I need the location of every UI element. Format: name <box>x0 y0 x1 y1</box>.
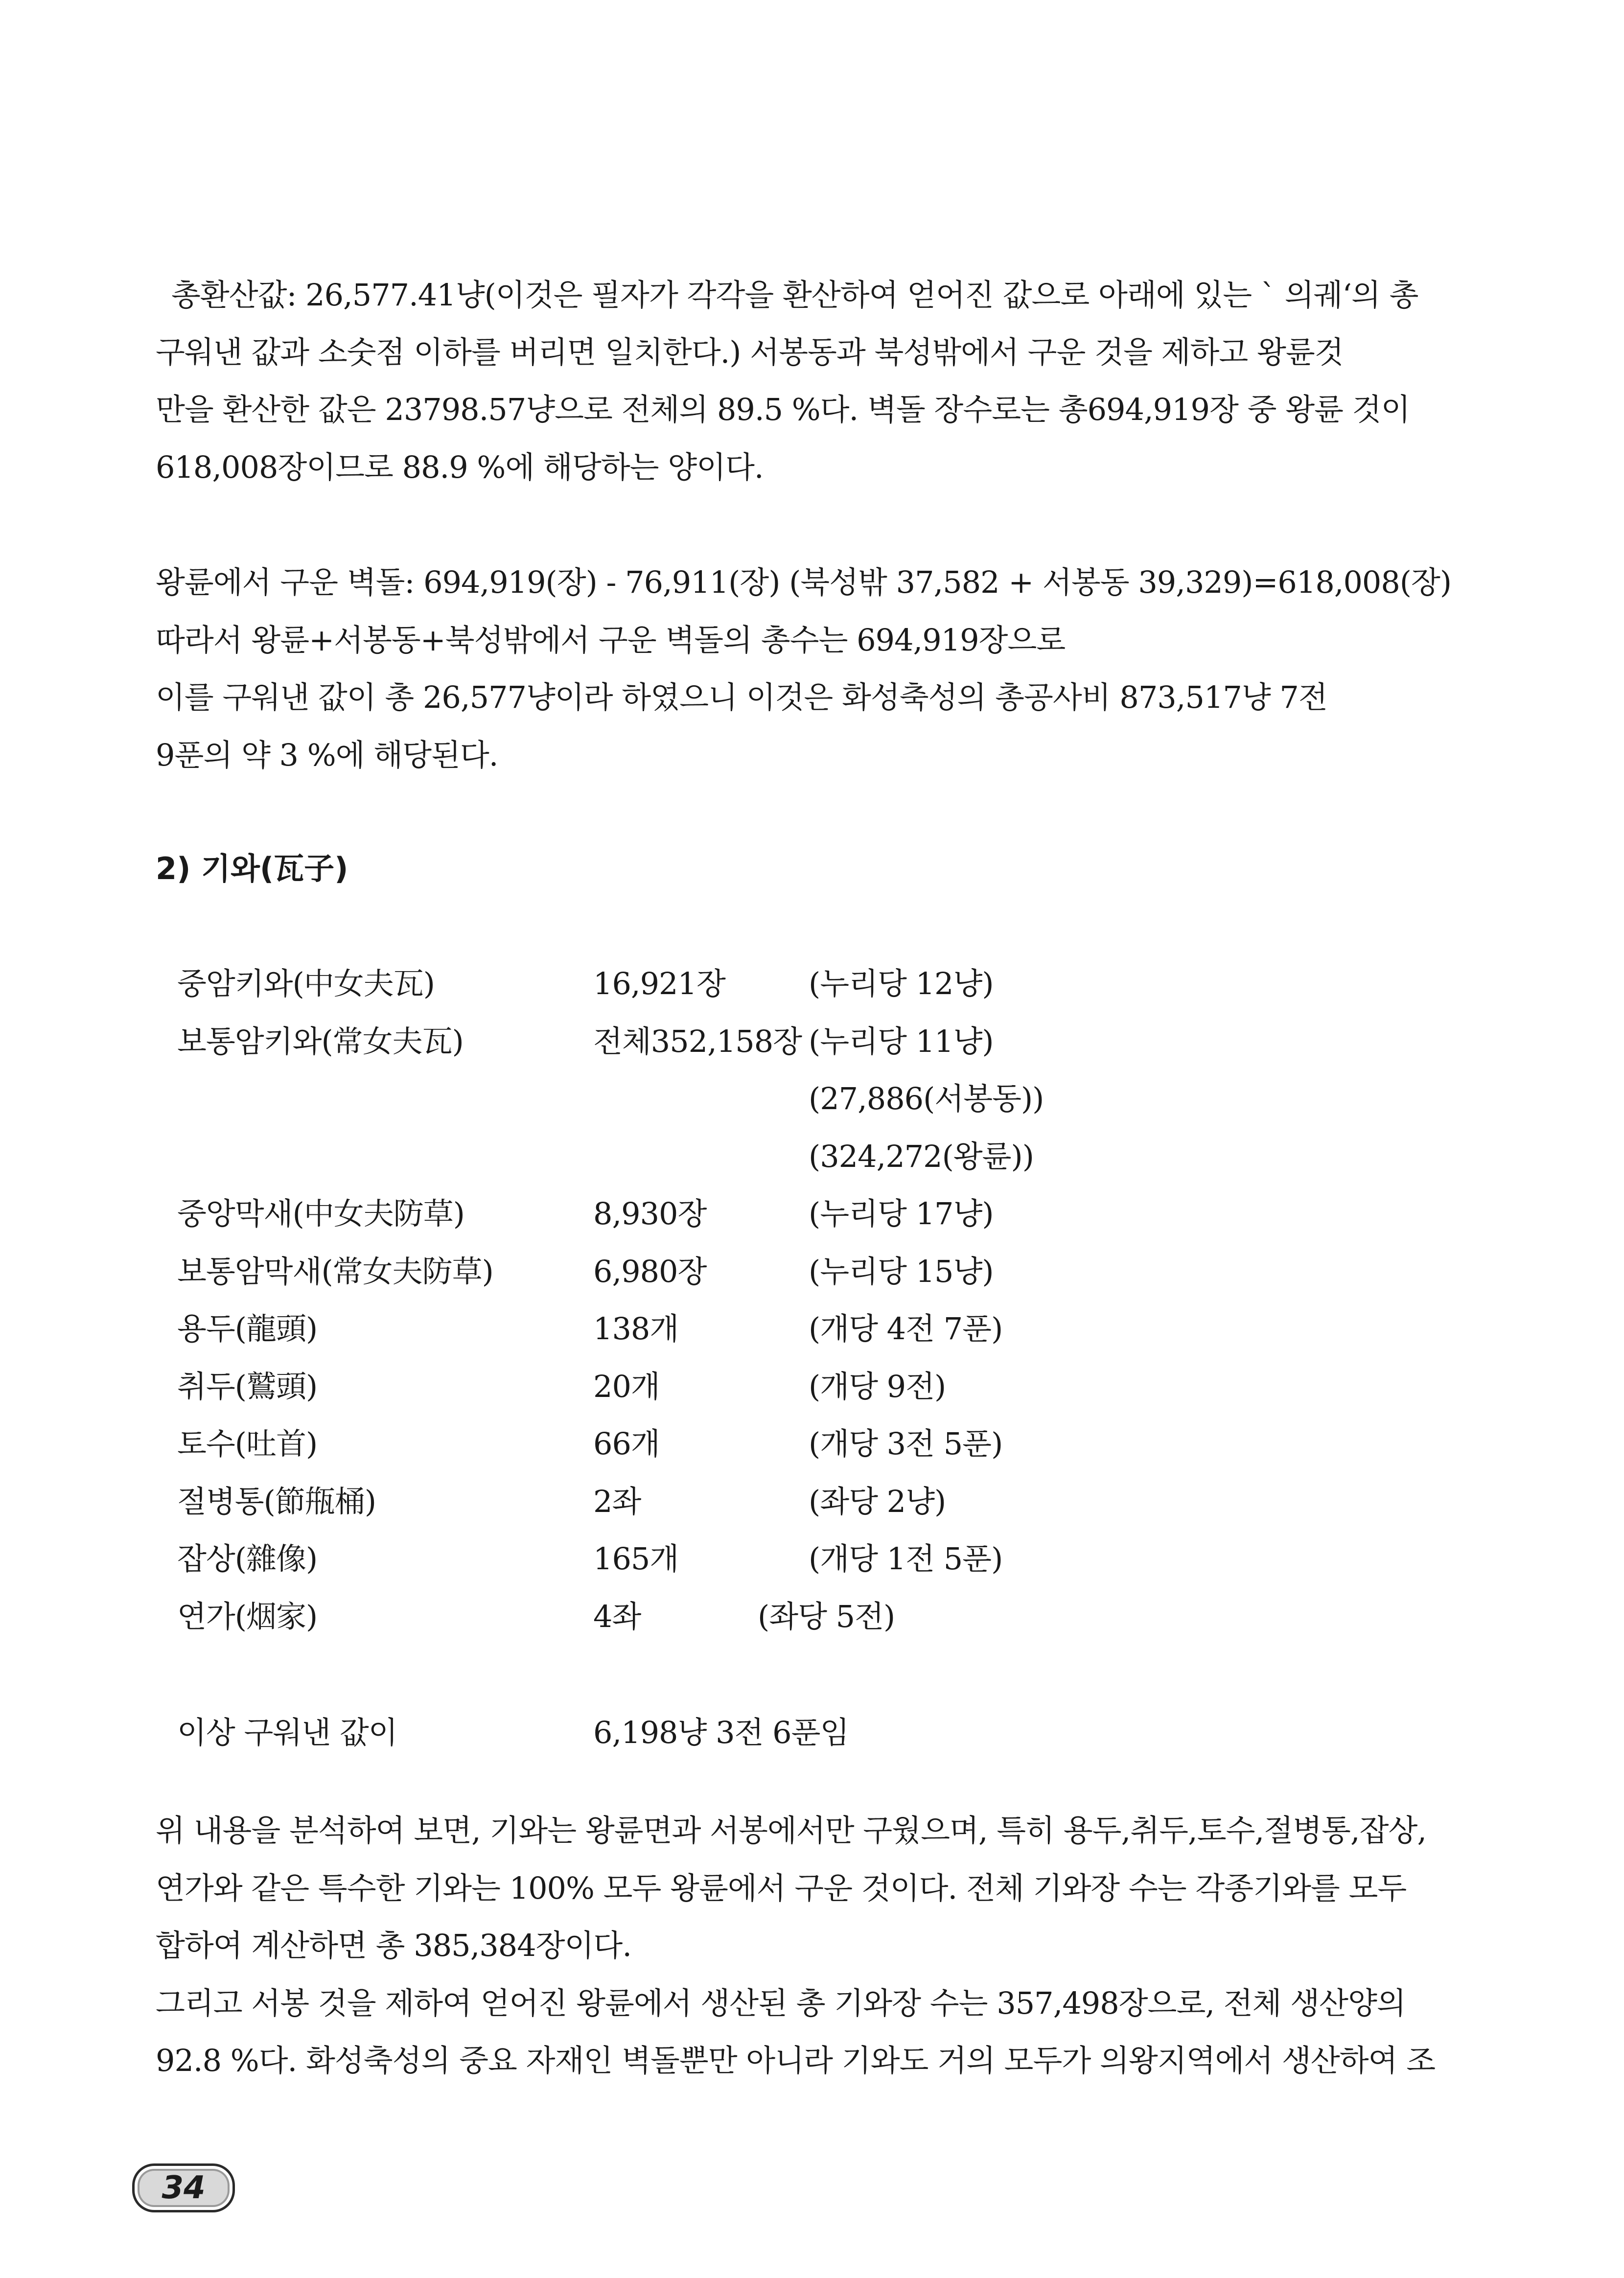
item-count: 165개 <box>593 1541 679 1577</box>
paragraph-3-line-5: 92.8 %다. 화성축성의 중요 자재인 벽돌뿐만 아니라 기와도 거의 모두가 의왕지역에서 생산하여 조 <box>156 2043 1436 2078</box>
item-name: 절병통(節甁桶) <box>177 1484 376 1519</box>
total-label: 이상 구워낸 값이 <box>177 1715 397 1750</box>
item-name: 보통암막새(常女夫防草) <box>177 1254 493 1289</box>
item-unit-price: (누리당 11냥) <box>809 1023 994 1059</box>
table-row <box>0 1424 1624 1464</box>
section-heading: 2) 기와(瓦子) <box>156 851 348 886</box>
item-unit-price: (좌당 2냥) <box>809 1484 946 1519</box>
paragraph-3-line-2: 연가와 같은 특수한 기와는 100% 모두 왕륜에서 구운 것이다. 전체 기와장 수는 각종기와를 모두 <box>156 1870 1407 1906</box>
page-number: 34 <box>132 2163 235 2212</box>
item-name: 보통암키와(常女夫瓦) <box>177 1023 464 1059</box>
paragraph-1-line-4: 618,008장이므로 88.9 %에 해당하는 양이다. <box>156 449 764 485</box>
item-unit-price: (누리당 12냥) <box>809 966 994 1001</box>
item-count: 6,980장 <box>593 1254 707 1289</box>
total-value: 6,198냥 3전 6푼임 <box>593 1715 849 1750</box>
table-row <box>0 1482 1624 1521</box>
item-unit-price: (개당 1전 5푼) <box>809 1541 1003 1577</box>
table-row <box>0 1309 1624 1348</box>
table-row <box>0 1252 1624 1291</box>
item-name: 토수(吐首) <box>177 1426 318 1462</box>
item-name: 중암키와(中女夫瓦) <box>177 966 435 1001</box>
table-row <box>0 1137 1624 1176</box>
table-row <box>0 1539 1624 1579</box>
paragraph-2-line-3: 이를 구워낸 값이 총 26,577냥이라 하였으니 이것은 화성축성의 총공사비 873,517냥 7전 <box>156 679 1327 715</box>
item-unit-price: (개당 3전 5푼) <box>809 1426 1003 1462</box>
table-row <box>0 1597 1624 1636</box>
paragraph-2-line-2: 따라서 왕륜+서봉동+북성밖에서 구운 벽돌의 총수는 694,919장으로 <box>156 622 1066 658</box>
item-count: 8,930장 <box>593 1196 707 1232</box>
item-count: 2좌 <box>593 1484 641 1519</box>
item-name: 중앙막새(中女夫防草) <box>177 1196 464 1232</box>
item-unit-price: (누리당 17냥) <box>809 1196 994 1232</box>
item-unit-price: (324,272(왕륜)) <box>809 1139 1034 1174</box>
item-name: 취두(鷲頭) <box>177 1369 318 1404</box>
item-count: 전체352,158장 <box>593 1023 802 1059</box>
item-count: 4좌 <box>593 1599 641 1634</box>
table-row <box>0 1079 1624 1118</box>
item-unit-price: (개당 4전 7푼) <box>809 1311 1003 1347</box>
paragraph-1-line-3: 만을 환산한 값은 23798.57냥으로 전체의 89.5 %다. 벽돌 장수로는 총694,919장 중 왕륜 것이 <box>156 392 1410 427</box>
item-count: 20개 <box>593 1369 660 1404</box>
table-row <box>0 1194 1624 1233</box>
paragraph-3-line-3: 합하여 계산하면 총 385,384장이다. <box>156 1928 632 1963</box>
table-row <box>0 1022 1624 1061</box>
paragraph-2-line-4: 9푼의 약 3 %에 해당된다. <box>156 737 498 773</box>
table-row <box>0 964 1624 1003</box>
item-unit-price: (좌당 5전) <box>758 1599 895 1634</box>
item-count: 16,921장 <box>593 966 725 1001</box>
item-name: 잡상(雜像) <box>177 1541 318 1577</box>
item-count: 138개 <box>593 1311 679 1347</box>
item-name: 용두(龍頭) <box>177 1311 318 1347</box>
paragraph-3-line-4: 그리고 서봉 것을 제하여 얻어진 왕륜에서 생산된 총 기와장 수는 357,498장으로, 전체 생산양의 <box>156 1985 1406 2021</box>
item-unit-price: (개당 9전) <box>809 1369 946 1404</box>
paragraph-1-line-1: 총환산값: 26,577.41냥(이것은 필자가 각각을 환산하여 얻어진 값으로 아래에 있는 ` 의궤‘의 총 <box>171 277 1418 313</box>
paragraph-3-line-1: 위 내용을 분석하여 보면, 기와는 왕륜면과 서봉에서만 구웠으며, 특히 용두,취두,토수,절병통,잡상, <box>156 1813 1427 1848</box>
item-unit-price: (누리당 15냥) <box>809 1254 994 1289</box>
paragraph-2-line-1: 왕륜에서 구운 벽돌: 694,919(장) - 76,911(장) (북성밖 37,582 + 서봉동 39,329)=618,008(장) <box>156 564 1452 600</box>
table-row <box>0 1367 1624 1406</box>
item-name: 연가(烟家) <box>177 1599 318 1634</box>
total-row <box>0 1713 1624 1752</box>
item-unit-price: (27,886(서봉동)) <box>809 1081 1044 1116</box>
paragraph-1-line-2: 구워낸 값과 소숫점 이하를 버리면 일치한다.) 서봉동과 북성밖에서 구운 것을 제하고 왕륜것 <box>156 334 1344 370</box>
item-count: 66개 <box>593 1426 660 1462</box>
